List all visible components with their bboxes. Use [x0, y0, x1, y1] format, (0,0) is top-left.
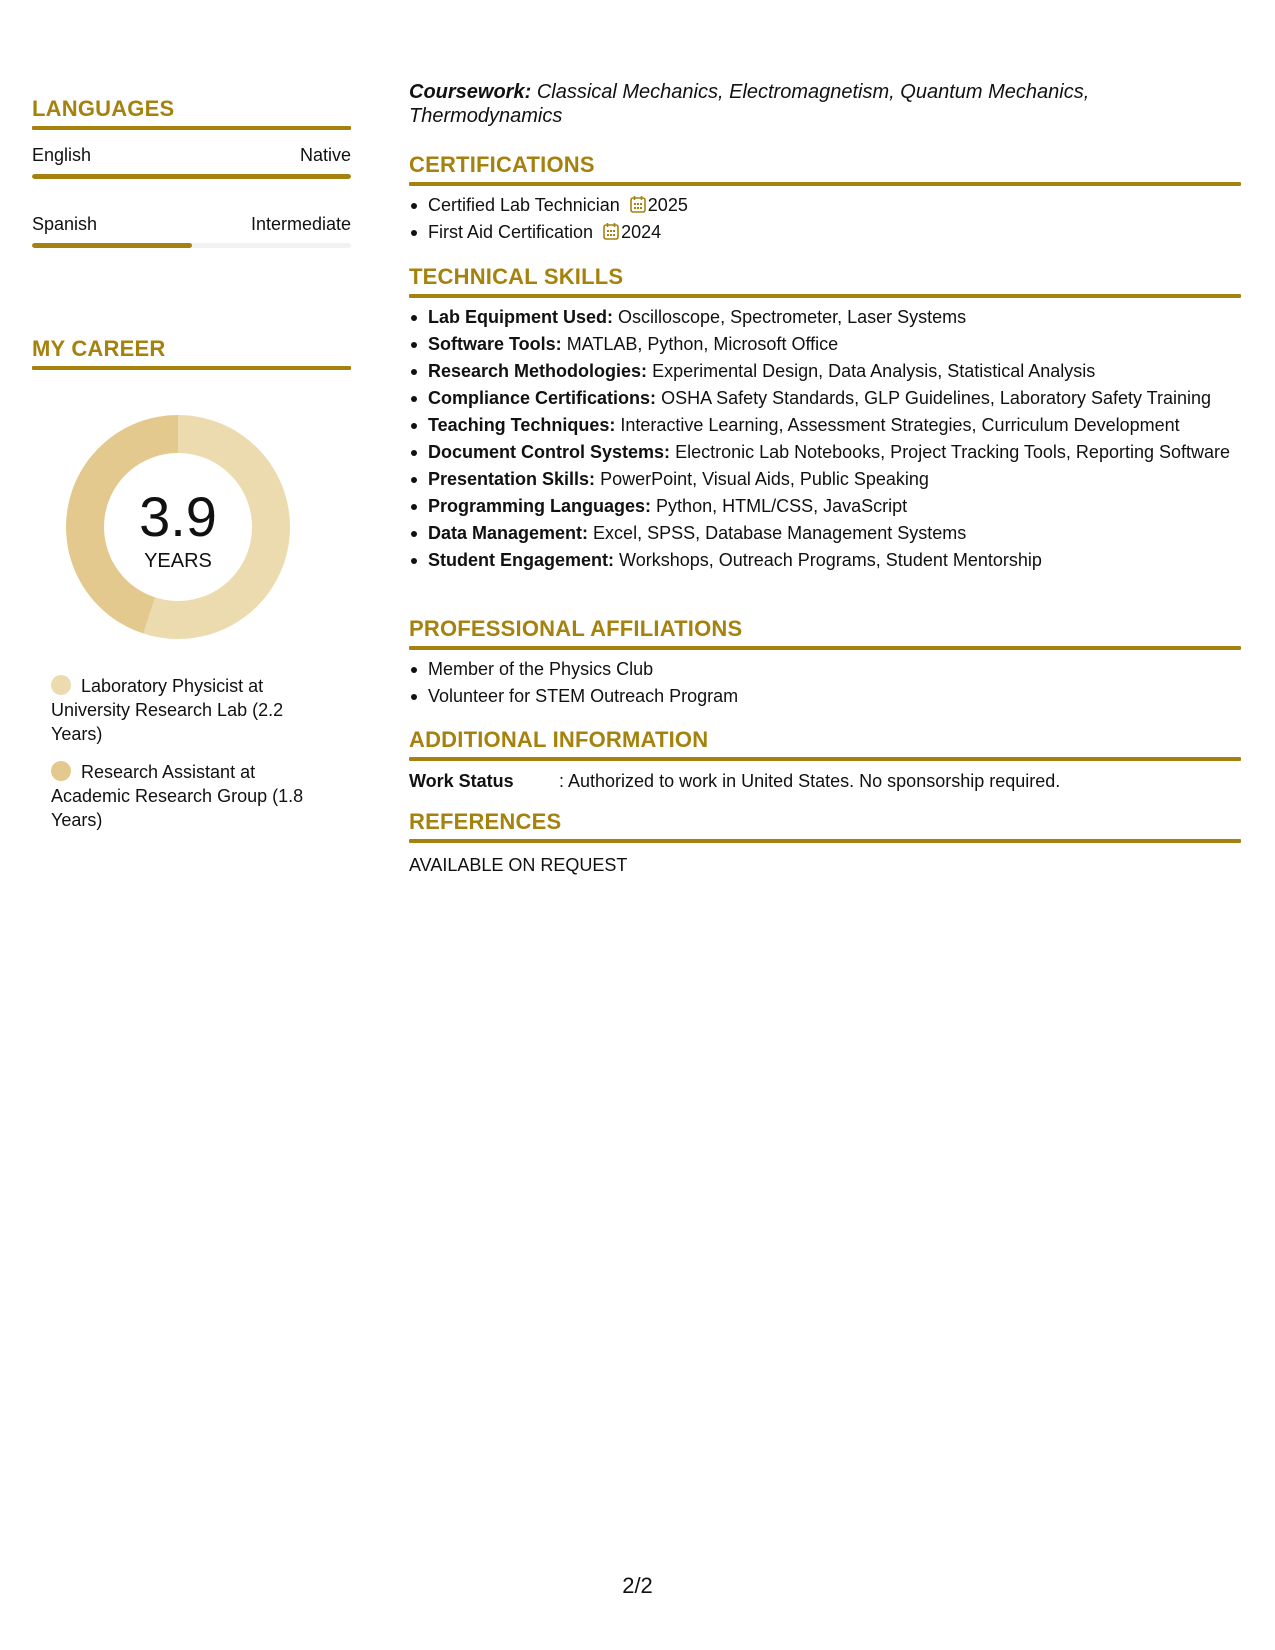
work-status-label: Work Status — [409, 771, 514, 791]
skill-item — [409, 332, 1241, 356]
certifications-section — [409, 152, 1241, 247]
skill-label: Programming Languages: — [428, 496, 652, 516]
section-divider — [409, 839, 1241, 843]
references-text: AVAILABLE ON REQUEST — [409, 855, 628, 875]
career-total-value: 3.9 — [139, 485, 217, 548]
affiliations-section — [409, 616, 1241, 711]
section-divider — [32, 366, 351, 370]
skill-text: OSHA Safety Standards, GLP Guidelines, Laboratory Safety Training — [661, 388, 1212, 408]
skill-item — [409, 305, 1241, 329]
skill-label: Teaching Techniques: — [428, 415, 616, 435]
skill-label: Document Control Systems: — [428, 442, 671, 462]
skill-text: PowerPoint, Visual Aids, Public Speaking — [600, 469, 929, 489]
legend-dot-icon — [51, 675, 71, 695]
section-divider — [409, 182, 1241, 186]
skill-text: Workshops, Outreach Programs, Student Mentorship — [619, 550, 1042, 570]
affiliation-item: Volunteer for STEM Outreach Program — [409, 684, 1241, 708]
skill-label: Compliance Certifications: — [428, 388, 657, 408]
references-section — [409, 809, 1241, 877]
language-level: Native — [299, 145, 351, 165]
career-section — [32, 336, 351, 370]
calendar-icon — [603, 222, 619, 240]
language-row-english — [32, 144, 351, 166]
additional-info-section — [409, 727, 1241, 793]
skill-text: Experimental Design, Data Analysis, Statistical Analysis — [652, 361, 1096, 381]
references-title: REFERENCES — [409, 809, 562, 834]
career-total-unit: YEARS — [144, 550, 212, 572]
certification-year: 2025 — [647, 195, 688, 215]
skill-item — [409, 467, 1241, 491]
certifications-title: CERTIFICATIONS — [409, 152, 595, 177]
page-number: 2/2 — [622, 1573, 653, 1598]
skill-label: Lab Equipment Used: — [428, 307, 614, 327]
skill-label: Student Engagement: — [428, 550, 615, 570]
work-status-row — [409, 769, 1241, 793]
section-divider — [409, 757, 1241, 761]
skill-text: Oscilloscope, Spectrometer, Laser Systems — [618, 307, 967, 327]
affiliations-title: PROFESSIONAL AFFILIATIONS — [409, 616, 743, 641]
skill-text: Interactive Learning, Assessment Strategies, Curriculum Development — [620, 415, 1180, 435]
skill-item — [409, 494, 1241, 518]
skill-item — [409, 386, 1241, 410]
coursework-text: Classical Mechanics, Electromagnetism, Quantum Mechanics, Thermodynamics — [409, 81, 1090, 127]
skill-item — [409, 359, 1241, 383]
skill-text: Electronic Lab Notebooks, Project Tracking Tools, Reporting Software — [675, 442, 1231, 462]
career-donut-label — [66, 415, 290, 639]
coursework-label: Coursework: — [409, 81, 532, 103]
career-title: MY CAREER — [32, 336, 166, 361]
skill-text: MATLAB, Python, Microsoft Office — [566, 334, 839, 354]
language-bar-fill — [32, 243, 192, 248]
career-legend-item — [51, 760, 321, 832]
certification-item — [409, 220, 1241, 244]
certification-item — [409, 193, 1241, 217]
skill-label: Software Tools: — [428, 334, 562, 354]
language-bar-spanish — [32, 243, 351, 248]
affiliation-item: Member of the Physics Club — [409, 657, 1241, 681]
calendar-icon — [630, 195, 646, 213]
skill-label: Data Management: — [428, 523, 589, 543]
language-name: English — [32, 145, 92, 165]
language-row-spanish — [32, 213, 351, 235]
skill-item — [409, 521, 1241, 545]
language-bar-english — [32, 174, 351, 179]
section-divider — [409, 294, 1241, 298]
skill-item — [409, 440, 1241, 464]
skill-text: Excel, SPSS, Database Management Systems — [593, 523, 967, 543]
languages-section — [32, 96, 351, 130]
certification-name: First Aid Certification — [428, 222, 594, 242]
skill-item — [409, 548, 1241, 572]
work-status-value: : Authorized to work in United States. No sponsorship required. — [559, 771, 1061, 791]
career-legend-label: Research Assistant at Academic Research Group (1.8 Years) — [51, 762, 304, 830]
career-legend-item — [51, 674, 321, 746]
section-divider — [409, 646, 1241, 650]
skill-item — [409, 413, 1241, 437]
additional-info-title: ADDITIONAL INFORMATION — [409, 727, 709, 752]
career-legend-label: Laboratory Physicist at University Research Lab (2.2 Years) — [51, 676, 284, 744]
language-level: Intermediate — [250, 214, 351, 234]
language-bar-fill — [32, 174, 351, 179]
certification-name: Certified Lab Technician — [428, 195, 620, 215]
language-name: Spanish — [32, 214, 98, 234]
skill-label: Presentation Skills: — [428, 469, 596, 489]
section-divider — [32, 126, 351, 130]
skill-label: Research Methodologies: — [428, 361, 648, 381]
coursework — [409, 80, 1241, 128]
technical-skills-section — [409, 264, 1241, 575]
technical-skills-title: TECHNICAL SKILLS — [409, 264, 624, 289]
legend-dot-icon — [51, 761, 71, 781]
languages-title: LANGUAGES — [32, 96, 175, 121]
certification-year: 2024 — [621, 222, 662, 242]
skill-text: Python, HTML/CSS, JavaScript — [656, 496, 908, 516]
